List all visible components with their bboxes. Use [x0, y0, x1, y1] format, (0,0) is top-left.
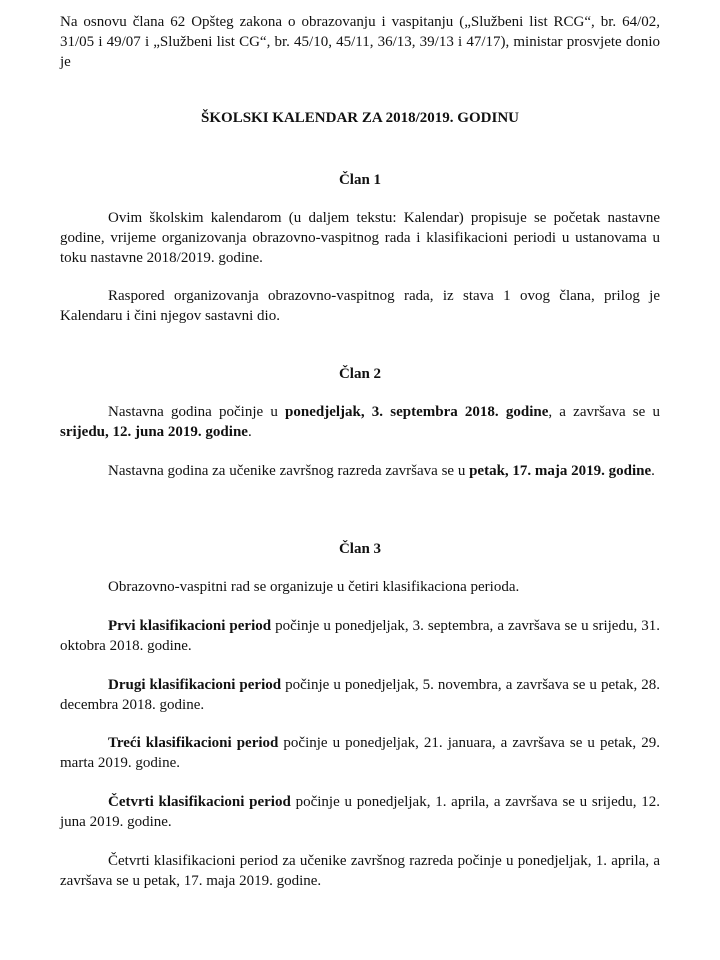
- period-paragraph-4: Četvrti klasifikacioni period počinje u ponedjeljak, 1. aprila, a završava se u srijedu, 12. juna 2019. godine.: [60, 794, 661, 830]
- document-title: ŠKOLSKI KALENDAR ZA 2018/2019. GODINU: [201, 110, 519, 126]
- article-2-paragraph-1: Nastavna godina počinje u ponedjeljak, 3. septembra 2018. godine, a završava se u srijedu, 12. juna 2019. godine.: [60, 404, 660, 440]
- period-paragraph-3: Treći klasifikacioni period počinje u ponedjeljak, 21. januara, a završava se u petak, 29. marta 2019. godine.: [60, 735, 660, 771]
- preamble: Na osnovu člana 62 Opšteg zakona o obrazovanju i vaspitanju („Službeni list RCG“, br. 64/02, 31/05 i 49/07 i „Službeni list CG“, br. 45/10, 45/11, 36/13, 39/13 i 47/17), ministar prosvjete donio je: [60, 14, 660, 70]
- article-1-heading: Član 1: [338, 172, 382, 188]
- article-3-intro: Obrazovno-vaspitni rad se organizuje u četiri klasifikaciona perioda.: [108, 579, 520, 595]
- article-1-paragraph-2: Raspored organizovanja obrazovno-vaspitnog rada, iz stava 1 ovog člana, prilog je Kalendaru i čini njegov sastavni dio.: [60, 288, 660, 324]
- article-3-heading: Član 3: [338, 541, 382, 557]
- article-2-heading: Član 2: [338, 366, 382, 382]
- article-2-paragraph-2: Nastavna godina za učenike završnog razreda završava se u petak, 17. maja 2019. godine.: [108, 463, 655, 479]
- period-paragraph-1: Prvi klasifikacioni period počinje u ponedjeljak, 3. septembra, a završava se u srijedu, 31. oktobra 2018. godine.: [60, 618, 660, 654]
- article-3-final-paragraph: Četvrti klasifikacioni period za učenike završnog razreda počinje u ponedjeljak, 1. aprila, a završava se u petak, 17. maja 2019. godine.: [60, 853, 660, 889]
- period-paragraph-2: Drugi klasifikacioni period počinje u ponedjeljak, 5. novembra, a završava se u petak, 28. decembra 2018. godine.: [60, 677, 660, 713]
- article-1-paragraph-1: Ovim školskim kalendarom (u daljem tekstu: Kalendar) propisuje se početak nastavne godine, vrijeme organizovanja obrazovno-vaspitnog rada i klasifikacioni periodi u ustanovama u toku nastavne 2018/2019. godine.: [60, 210, 660, 266]
